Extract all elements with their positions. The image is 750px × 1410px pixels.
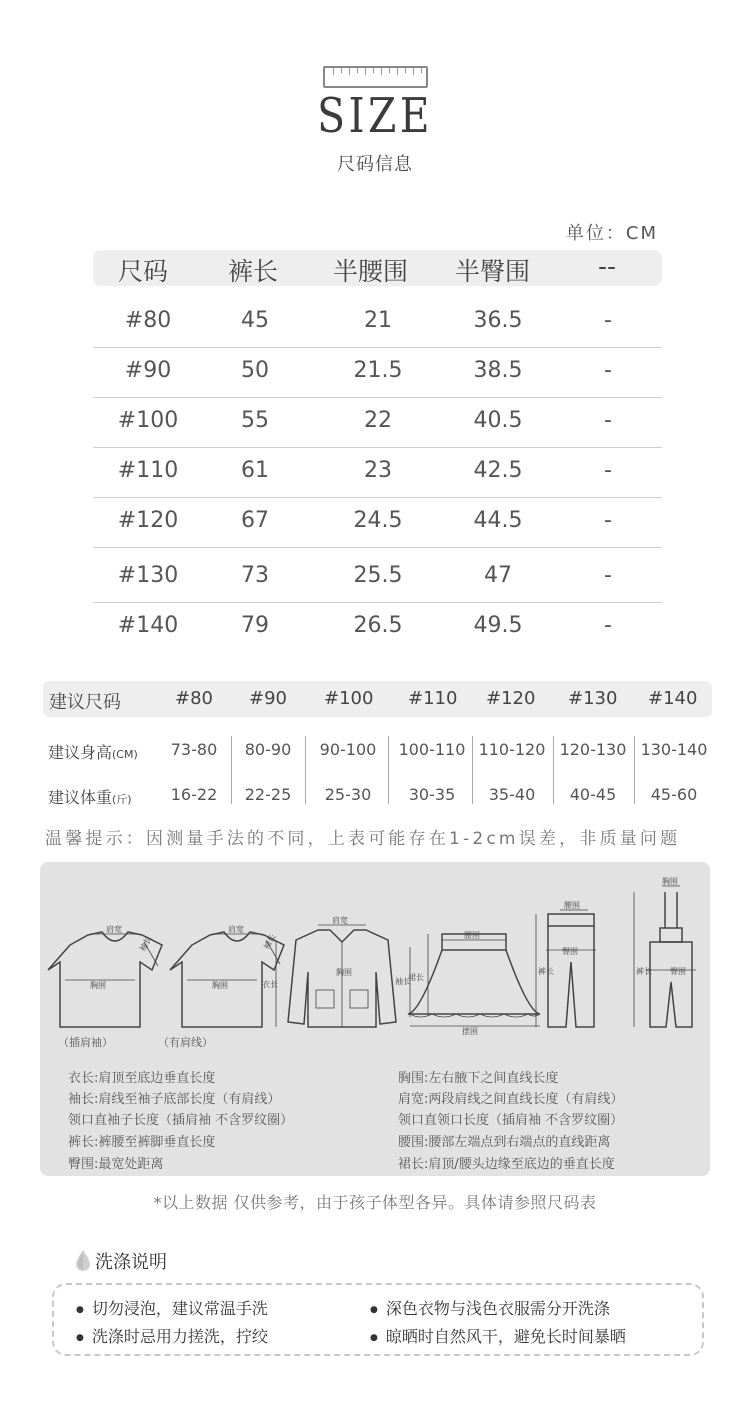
cell-size: #100 bbox=[117, 408, 179, 433]
recommend-size: #130 bbox=[568, 688, 618, 709]
svg-text:衣长: 衣长 bbox=[262, 980, 278, 989]
height-label: 建议身高(CM) bbox=[48, 743, 138, 762]
svg-text:裙长: 裙长 bbox=[408, 973, 424, 982]
skirt-illustration bbox=[408, 934, 540, 1026]
column-header-pants-length: 裤长 bbox=[228, 257, 279, 286]
cell-size: #130 bbox=[117, 563, 179, 588]
height-value: 120-130 bbox=[559, 740, 627, 759]
recommend-height-row bbox=[43, 736, 712, 766]
cell-blank: - bbox=[604, 458, 612, 483]
definition-item: 裙长:肩顶/腰头边缘至底边的垂直长度 bbox=[398, 1157, 615, 1172]
height-value: 110-120 bbox=[478, 740, 546, 759]
table-row bbox=[93, 603, 662, 653]
cell-blank: - bbox=[604, 563, 612, 588]
svg-text:胸围: 胸围 bbox=[336, 968, 352, 977]
cell-size: #90 bbox=[124, 358, 172, 383]
cell-pants-length: 79 bbox=[241, 613, 269, 638]
cell-pants-length: 55 bbox=[241, 408, 269, 433]
definition-item: 衣长:肩顶至底边垂直长度 bbox=[68, 1071, 216, 1086]
cell-size: #80 bbox=[124, 308, 172, 333]
definition-item: 胸围:左右腋下之间直线长度 bbox=[398, 1071, 559, 1086]
svg-text:裤长: 裤长 bbox=[538, 967, 554, 976]
recommend-size: #120 bbox=[486, 688, 536, 709]
recommend-size: #110 bbox=[408, 688, 458, 709]
recommend-size: #90 bbox=[249, 688, 287, 709]
svg-text:胸围: 胸围 bbox=[662, 877, 678, 886]
cell-pants-length: 73 bbox=[241, 563, 269, 588]
weight-value: 22-25 bbox=[244, 785, 292, 804]
cell-half-hip: 36.5 bbox=[473, 308, 523, 333]
weight-value: 25-30 bbox=[324, 785, 372, 804]
measurement-tip: 温馨提示：因测量手法的不同，上表可能存在1-2cm误差，非质量问题 bbox=[45, 829, 681, 849]
wash-item: ● 深色衣物与浅色衣服需分开洗涤 bbox=[370, 1296, 610, 1319]
svg-text:臀围: 臀围 bbox=[670, 967, 686, 976]
cell-size: #140 bbox=[117, 613, 179, 638]
svg-text:袖长: 袖长 bbox=[395, 977, 411, 986]
wash-item: ● 切勿浸泡，建议常温手洗 bbox=[76, 1296, 268, 1319]
cell-blank: - bbox=[604, 358, 612, 383]
definition-item: 领口直袖子长度（插肩袖 不含罗纹圈） bbox=[68, 1113, 294, 1128]
column-header-size: 尺码 bbox=[118, 257, 169, 286]
cell-half-hip: 42.5 bbox=[473, 458, 523, 483]
height-value: 100-110 bbox=[398, 740, 466, 759]
cell-blank: - bbox=[604, 308, 612, 333]
recommend-size: #140 bbox=[648, 688, 698, 709]
table-row bbox=[93, 448, 662, 498]
cell-pants-length: 61 bbox=[241, 458, 269, 483]
cell-half-waist: 22 bbox=[364, 408, 392, 433]
page-title: SIZE bbox=[317, 88, 433, 144]
column-header-half-hip: 半臀围 bbox=[455, 257, 531, 286]
svg-text:腰围: 腰围 bbox=[464, 931, 480, 940]
definition-item: 肩宽:两段肩线之间直线长度（有肩线） bbox=[398, 1092, 624, 1107]
height-value: 73-80 bbox=[170, 740, 218, 759]
wash-instructions-box bbox=[52, 1283, 704, 1356]
water-drop-icon bbox=[75, 1249, 91, 1271]
recommend-weight-row bbox=[43, 781, 712, 811]
cell-half-waist: 25.5 bbox=[353, 563, 403, 588]
weight-label: 建议体重(斤) bbox=[48, 788, 132, 807]
table-row bbox=[93, 553, 662, 603]
cell-blank: - bbox=[604, 613, 612, 638]
definition-item: 裤长:裤腰至裤脚垂直长度 bbox=[68, 1135, 216, 1150]
table-row bbox=[93, 498, 662, 548]
size-table-header bbox=[93, 250, 662, 286]
definition-item: 领口直领口长度（插肩袖 不含罗纹圈） bbox=[398, 1113, 624, 1128]
cell-half-hip: 40.5 bbox=[473, 408, 523, 433]
cell-blank: - bbox=[604, 508, 612, 533]
wash-item: ● 洗涤时忌用力搓洗，拧绞 bbox=[76, 1324, 268, 1347]
svg-text:袖长: 袖长 bbox=[261, 932, 278, 951]
recommend-size: #100 bbox=[324, 688, 374, 709]
cell-half-hip: 47 bbox=[484, 563, 512, 588]
ruler-icon bbox=[323, 66, 428, 88]
svg-text:摆围: 摆围 bbox=[462, 1027, 478, 1036]
cell-size: #120 bbox=[117, 508, 179, 533]
wash-title: 洗涤说明 bbox=[95, 1252, 167, 1273]
caption-shoulder-line: （有肩线） bbox=[158, 1036, 213, 1049]
measurement-diagram-panel bbox=[40, 862, 710, 1176]
recommend-table-header bbox=[43, 681, 712, 717]
cell-half-hip: 49.5 bbox=[473, 613, 523, 638]
cell-blank: - bbox=[604, 408, 612, 433]
cell-half-waist: 26.5 bbox=[353, 613, 403, 638]
table-row bbox=[93, 298, 662, 348]
cell-half-waist: 23 bbox=[364, 458, 392, 483]
svg-text:臀围: 臀围 bbox=[562, 947, 578, 956]
cell-half-waist: 21.5 bbox=[353, 358, 403, 383]
weight-value: 16-22 bbox=[170, 785, 218, 804]
page-subtitle: 尺码信息 bbox=[337, 154, 413, 175]
svg-text:肩宽: 肩宽 bbox=[332, 916, 348, 925]
cell-pants-length: 67 bbox=[241, 508, 269, 533]
garment-illustrations bbox=[40, 862, 710, 1062]
overalls-illustration bbox=[634, 886, 696, 1027]
svg-text:袖长: 袖长 bbox=[137, 934, 154, 953]
weight-value: 35-40 bbox=[488, 785, 536, 804]
reference-note: *以上数据 仅供参考，由于孩子体型各异。具体请参照尺码表 bbox=[153, 1193, 597, 1212]
cell-half-hip: 44.5 bbox=[473, 508, 523, 533]
weight-value: 45-60 bbox=[650, 785, 698, 804]
svg-text:肩宽: 肩宽 bbox=[106, 925, 122, 934]
svg-text:胸围: 胸围 bbox=[212, 981, 228, 990]
table-row bbox=[93, 348, 662, 398]
cell-pants-length: 45 bbox=[241, 308, 269, 333]
height-value: 80-90 bbox=[244, 740, 292, 759]
svg-text:胸围: 胸围 bbox=[90, 981, 106, 990]
unit-label: 单位：CM bbox=[565, 223, 658, 244]
height-value: 130-140 bbox=[640, 740, 708, 759]
weight-value: 40-45 bbox=[569, 785, 617, 804]
svg-text:肩宽: 肩宽 bbox=[228, 925, 244, 934]
svg-text:腰围: 腰围 bbox=[564, 901, 580, 910]
cell-size: #110 bbox=[117, 458, 179, 483]
height-value: 90-100 bbox=[319, 740, 377, 759]
cell-half-hip: 38.5 bbox=[473, 358, 523, 383]
cell-pants-length: 50 bbox=[241, 358, 269, 383]
definition-item: 腰围:腰部左端点到右端点的直线距离 bbox=[398, 1135, 611, 1150]
recommend-size-label: 建议尺码 bbox=[49, 692, 121, 713]
column-header-half-waist: 半腰围 bbox=[333, 257, 409, 286]
definition-item: 袖长:肩线至袖子底部长度（有肩线） bbox=[68, 1092, 281, 1107]
weight-value: 30-35 bbox=[408, 785, 456, 804]
recommend-size: #80 bbox=[175, 688, 213, 709]
cell-half-waist: 24.5 bbox=[353, 508, 403, 533]
caption-raglan: （插肩袖） bbox=[58, 1036, 113, 1049]
table-row bbox=[93, 398, 662, 448]
svg-text:裤长: 裤长 bbox=[636, 967, 652, 976]
cell-half-waist: 21 bbox=[364, 308, 392, 333]
definition-item: 臀围:最宽处距离 bbox=[68, 1157, 164, 1172]
wash-item: ● 晾晒时自然风干，避免长时间暴晒 bbox=[370, 1324, 626, 1347]
column-header-blank: -- bbox=[598, 252, 617, 281]
